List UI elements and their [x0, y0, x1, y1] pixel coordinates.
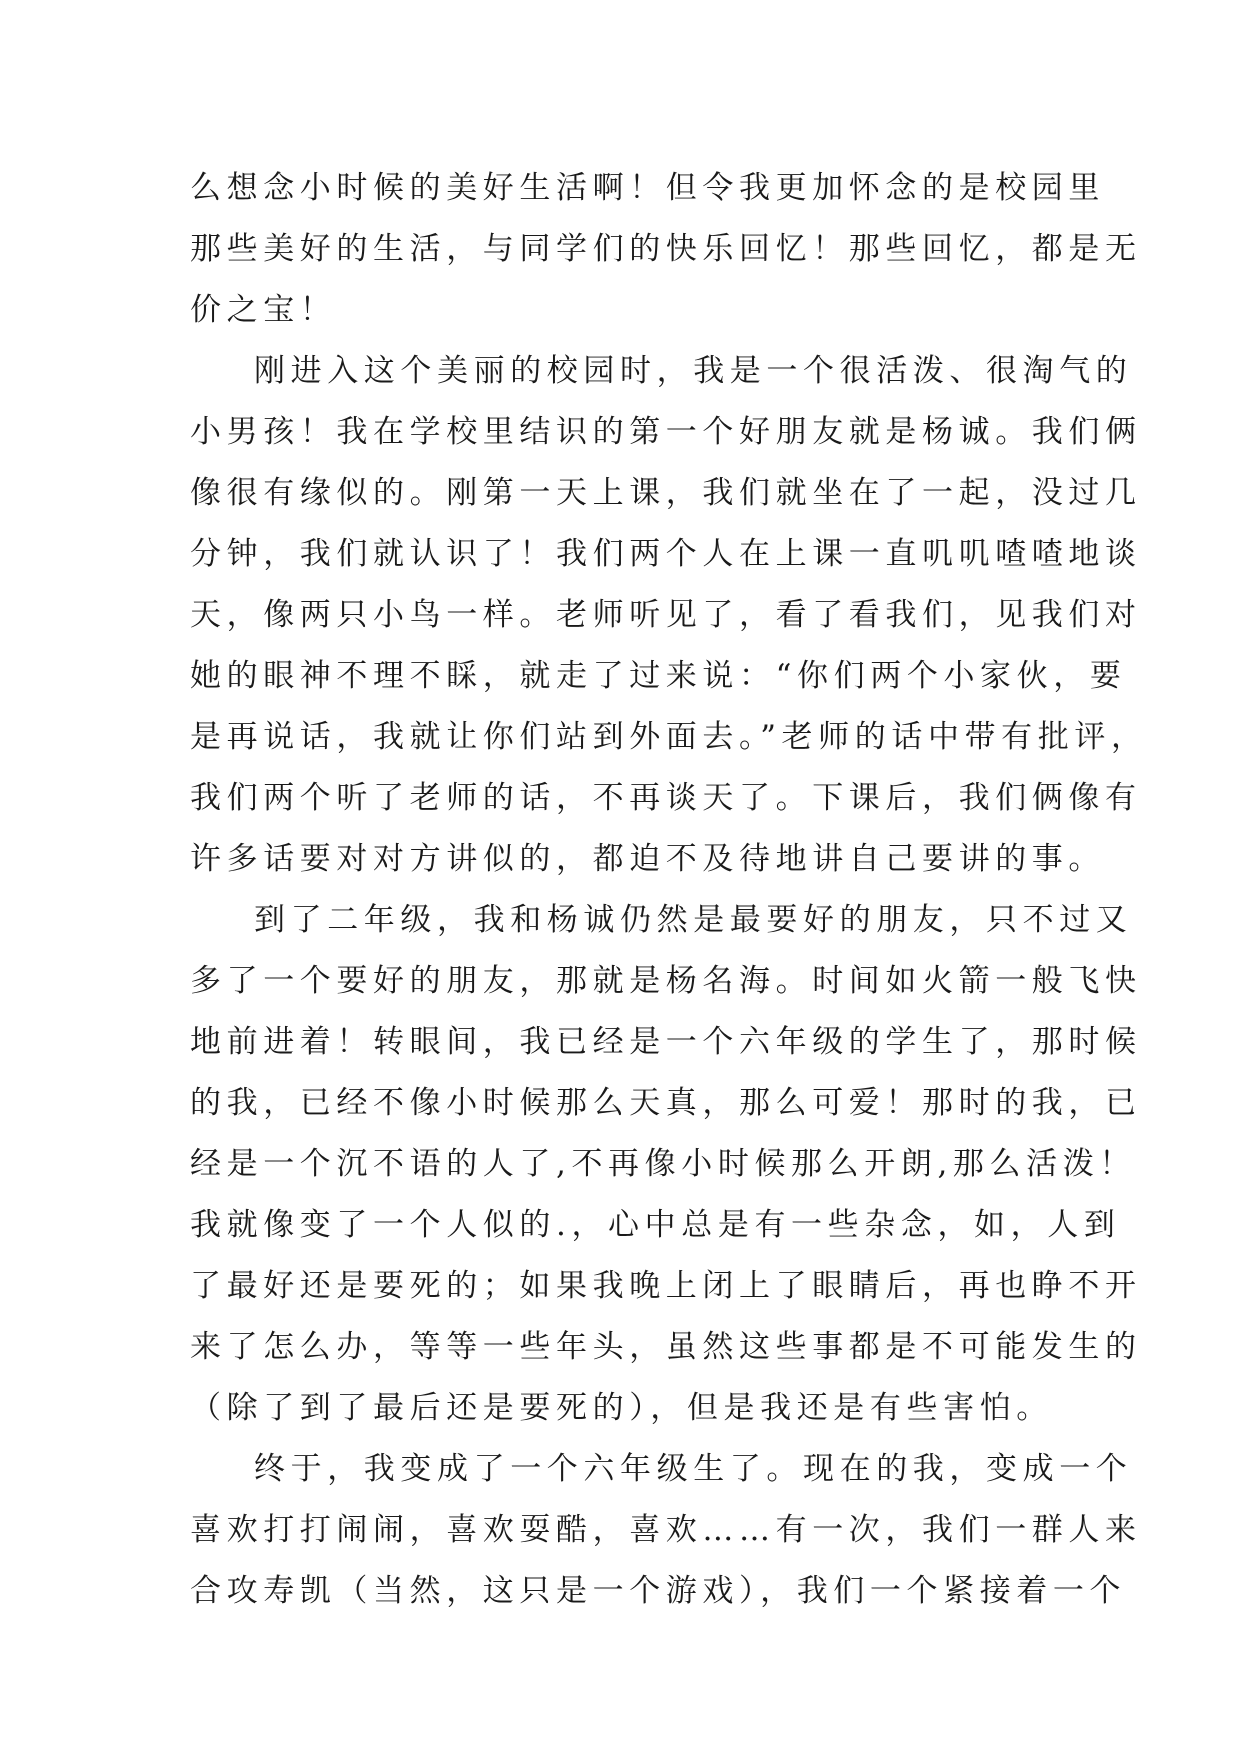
paragraph: [190, 341, 1148, 890]
text-line: 我们两个听了老师的话，不再谈天了。下课后，我们俩像有: [190, 780, 1142, 816]
text-line: 她的眼神不理不睬，就走了过来说：“你们两个小家伙，要: [190, 658, 1127, 694]
text-line: 是再说话，我就让你们站到外面去。”老师的话中带有批评，: [190, 719, 1148, 755]
text-line: （除了到了最后还是要死的），但是我还是有些害怕。: [190, 1390, 1053, 1426]
text-line: 我就像变了一个人似的.，心中总是有一些杂念，如，人到: [190, 1207, 1121, 1243]
text-line: 么想念小时候的美好生活啊！但令我更加怀念的是校园里: [190, 170, 1105, 206]
text-line: 许多话要对对方讲似的，都迫不及待地讲自己要讲的事。: [190, 841, 1105, 877]
text-line: 终于，我变成了一个六年级生了。现在的我，变成一个: [254, 1451, 1133, 1487]
text-line: 价之宝！: [190, 292, 337, 328]
text-line: 天，像两只小鸟一样。老师听见了，看了看我们，见我们对: [190, 597, 1142, 633]
text-line: 多了一个要好的朋友，那就是杨名海。时间如火箭一般飞快: [190, 963, 1142, 999]
text-line: 喜欢打打闹闹，喜欢耍酷，喜欢……有一次，我们一群人来: [190, 1512, 1142, 1548]
text-line: 的我，已经不像小时候那么天真，那么可爱！那时的我，已: [190, 1085, 1142, 1121]
paragraph: [190, 1439, 1142, 1622]
document-body: [190, 158, 1148, 1622]
text-line: 地前进着！转眼间，我已经是一个六年级的学生了，那时候: [190, 1024, 1142, 1060]
paragraph: [190, 158, 1142, 341]
text-line: 到了二年级，我和杨诚仍然是最要好的朋友，只不过又: [254, 902, 1133, 938]
text-line: 分钟，我们就认识了！我们两个人在上课一直叽叽喳喳地谈: [190, 536, 1142, 572]
text-line: 像很有缘似的。刚第一天上课，我们就坐在了一起，没过几: [190, 475, 1142, 511]
text-line: 了最好还是要死的；如果我晚上闭上了眼睛后，再也睁不开: [190, 1268, 1142, 1304]
text-line: 经是一个沉不语的人了,不再像小时候那么开朗,那么活泼！: [190, 1146, 1136, 1182]
paragraph: [190, 890, 1142, 1439]
text-line: 小男孩！我在学校里结识的第一个好朋友就是杨诚。我们俩: [190, 414, 1142, 450]
text-line: 刚进入这个美丽的校园时，我是一个很活泼、很淘气的: [254, 353, 1133, 389]
text-line: 合攻寿凯（当然，这只是一个游戏），我们一个紧接着一个: [190, 1573, 1127, 1609]
text-line: 那些美好的生活，与同学们的快乐回忆！那些回忆，都是无: [190, 231, 1142, 267]
text-line: 来了怎么办，等等一些年头，虽然这些事都是不可能发生的: [190, 1329, 1142, 1365]
